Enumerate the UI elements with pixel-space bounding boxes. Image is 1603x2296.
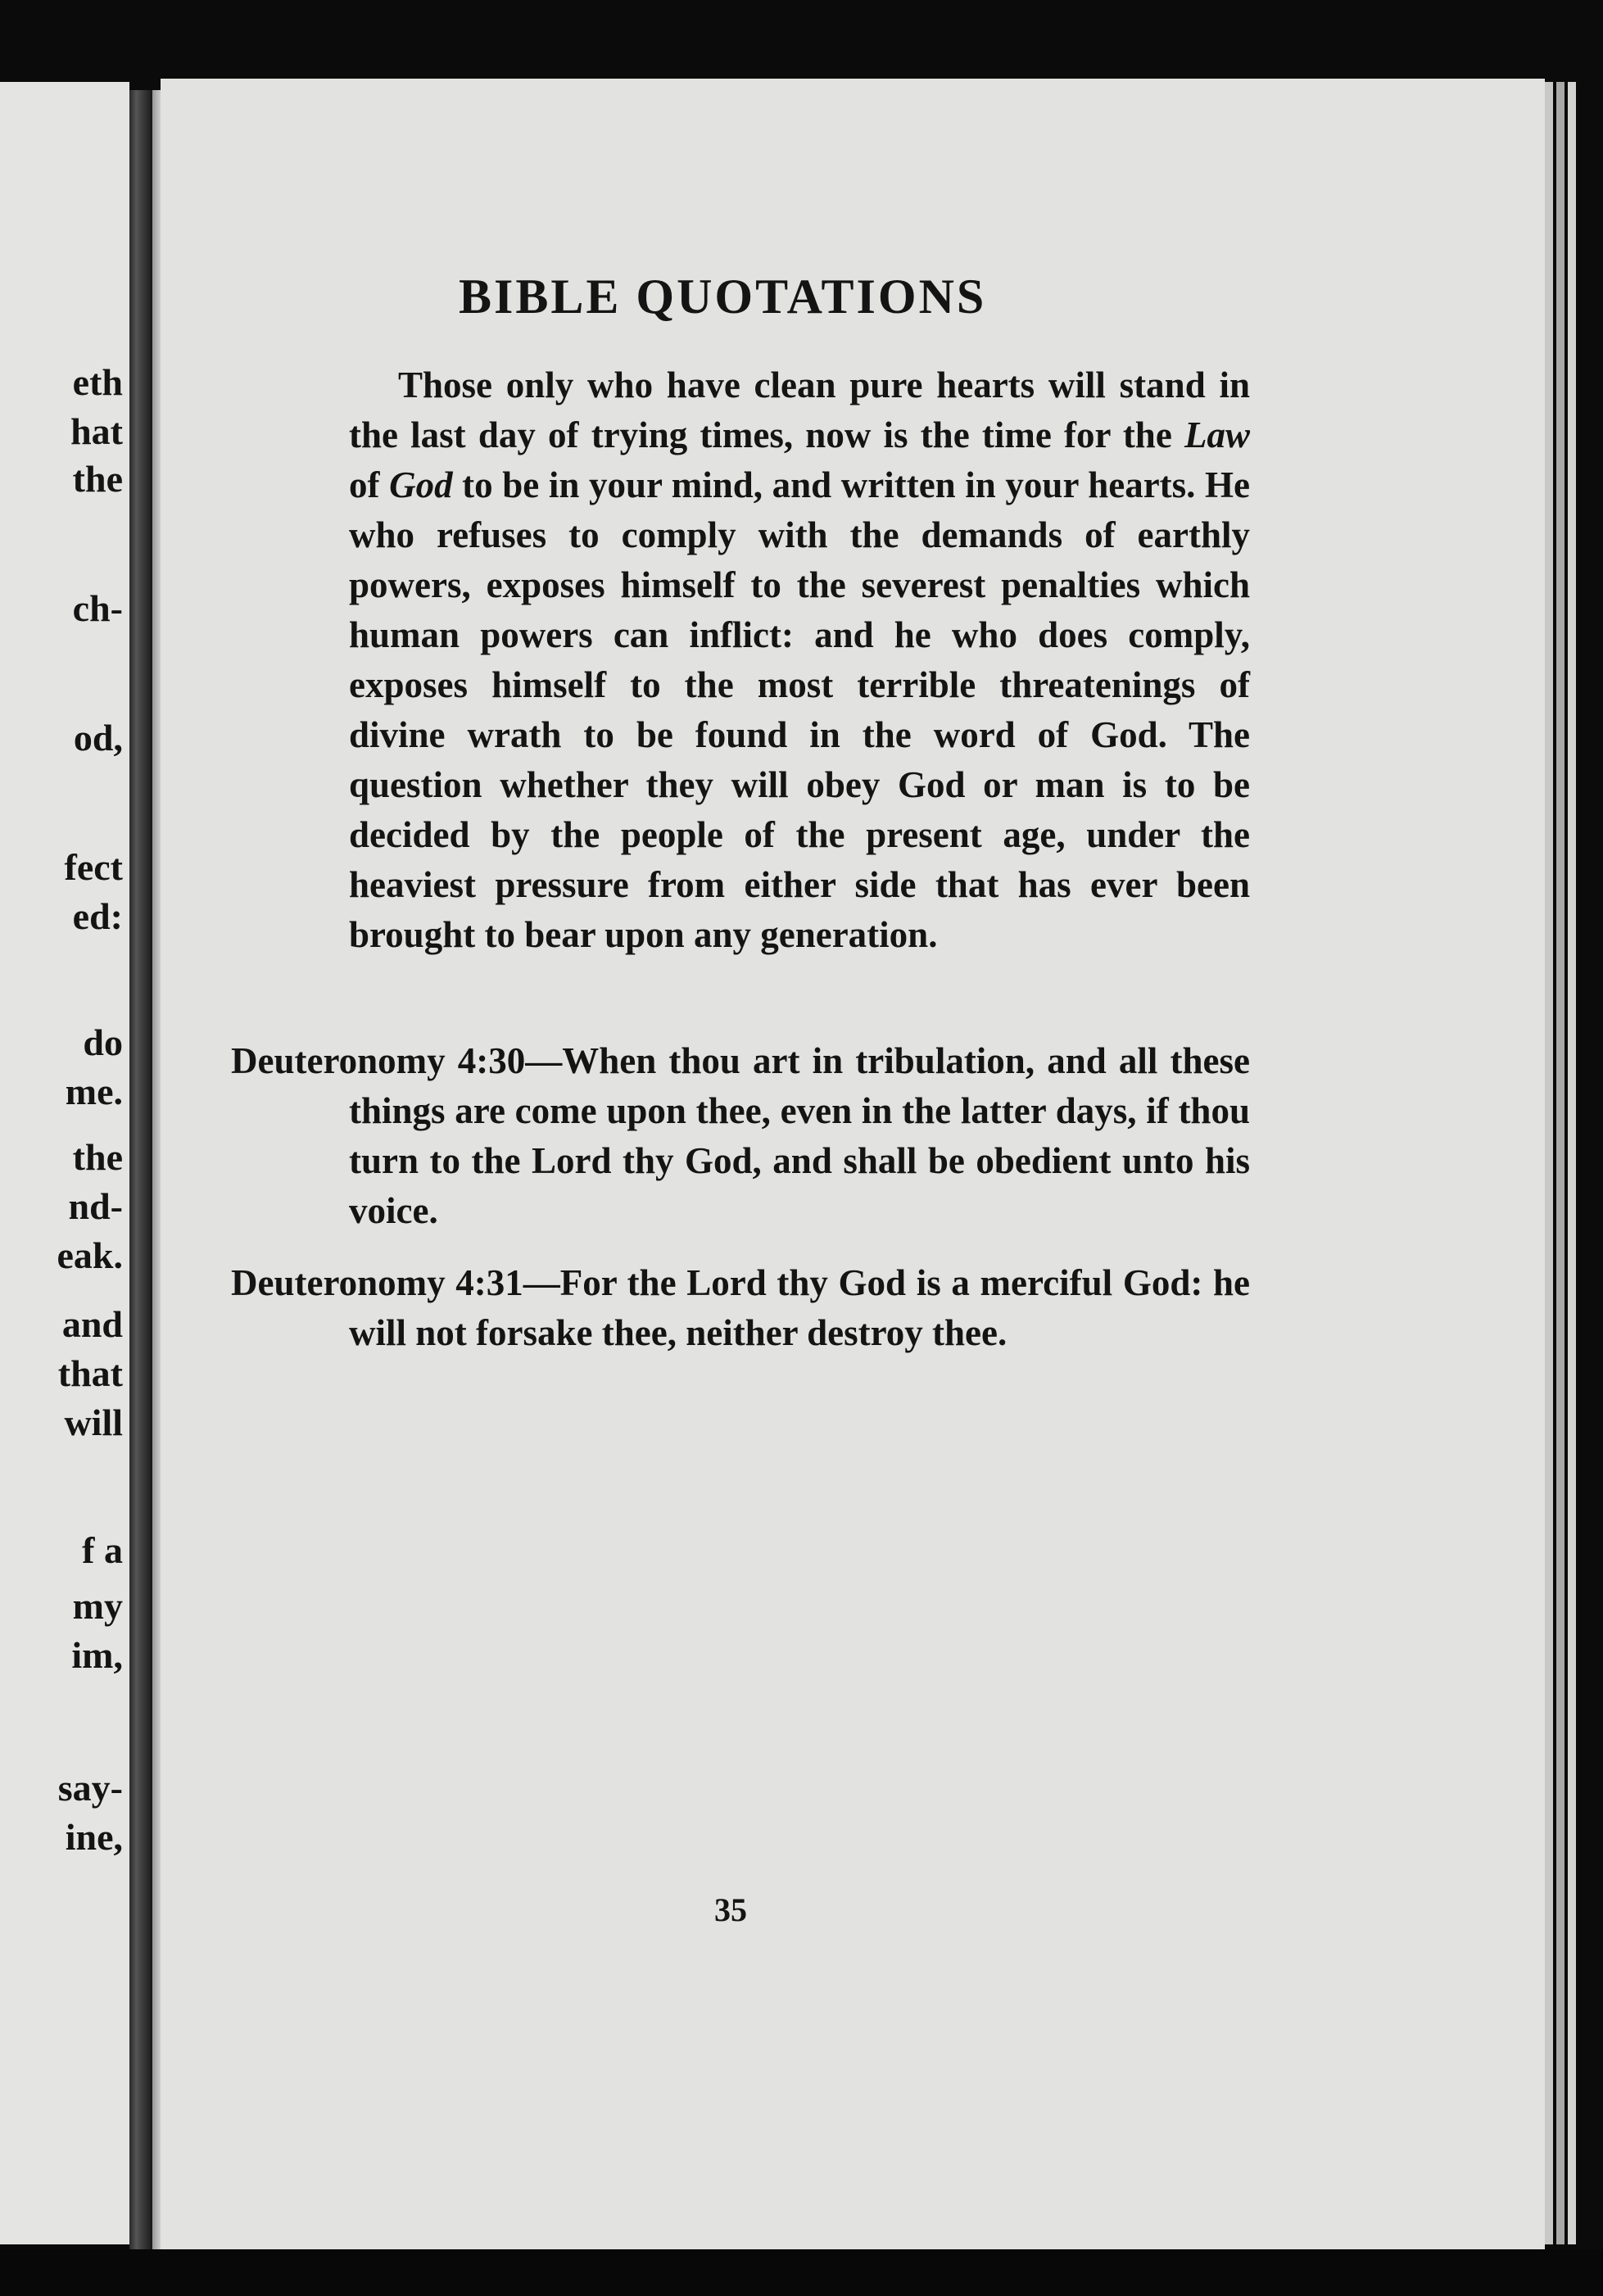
- page-title: BIBLE QUOTATIONS: [459, 269, 987, 324]
- facing-fragment: say-: [57, 1767, 123, 1809]
- facing-fragment: im,: [71, 1634, 123, 1676]
- facing-fragment: ine,: [65, 1816, 123, 1858]
- facing-fragment: my: [72, 1585, 123, 1627]
- facing-fragment: eth: [72, 361, 123, 403]
- facing-fragment: nd-: [68, 1185, 123, 1227]
- facing-fragment: and: [61, 1303, 123, 1345]
- facing-fragment: ch-: [72, 587, 123, 629]
- facing-fragment: f a: [82, 1529, 123, 1571]
- facing-fragment: eak.: [57, 1234, 123, 1276]
- facing-fragment: the: [72, 1136, 123, 1178]
- page-edges: [1568, 82, 1576, 2244]
- facing-fragment: the: [72, 458, 123, 500]
- facing-fragment: me.: [65, 1071, 123, 1112]
- verse-deuteronomy-4-30: Deuteronomy 4:30—When thou art in tribulation, and all these things are come upon thee, even in the latter days, if thou turn to the Lord thy God, and shall be obedient unto his voice.: [231, 1040, 1250, 1231]
- facing-fragment: that: [57, 1352, 123, 1394]
- intro-of: of: [349, 464, 390, 505]
- verse-deuteronomy-4-31: Deuteronomy 4:31—For the Lord thy God is a merciful God: he will not forsake thee, neither destroy thee.: [231, 1262, 1250, 1353]
- page-number: 35: [714, 1891, 747, 1928]
- page-edges: [1545, 82, 1553, 2244]
- facing-page: [0, 82, 129, 2244]
- book-spine: [129, 90, 152, 2253]
- intro-paragraph: [349, 360, 1250, 960]
- facing-fragment: od,: [73, 717, 123, 759]
- intro-text-end: to be in your mind, and written in your hearts. He who refuses to comply with the demands of earthly powers, exposes himself to the severest penalties which human powers can inflict: and he who does comply, exposes himself to the most terrible threatenings of divine wrath to be found in the word of God. The question whether they will obey God or man is to be decided by the people of the present age, under the heaviest pressure from either side that has ever been brought to bear upon any generation.: [349, 464, 1250, 955]
- facing-fragment: hat: [70, 410, 123, 452]
- intro-text-start: Those only who have clean pure hearts will stand in the last day of trying times, now is the time for the: [349, 365, 1250, 455]
- facing-fragment: ed:: [72, 895, 123, 937]
- scan-border: [0, 2249, 1603, 2296]
- facing-fragment: fect: [64, 846, 123, 888]
- page-edges: [1556, 82, 1565, 2244]
- facing-fragment: will: [64, 1402, 123, 1443]
- spine-edge: [152, 90, 161, 2253]
- god-word: God: [389, 464, 453, 505]
- law-word: Law: [1184, 414, 1250, 455]
- facing-fragment: do: [83, 1021, 123, 1063]
